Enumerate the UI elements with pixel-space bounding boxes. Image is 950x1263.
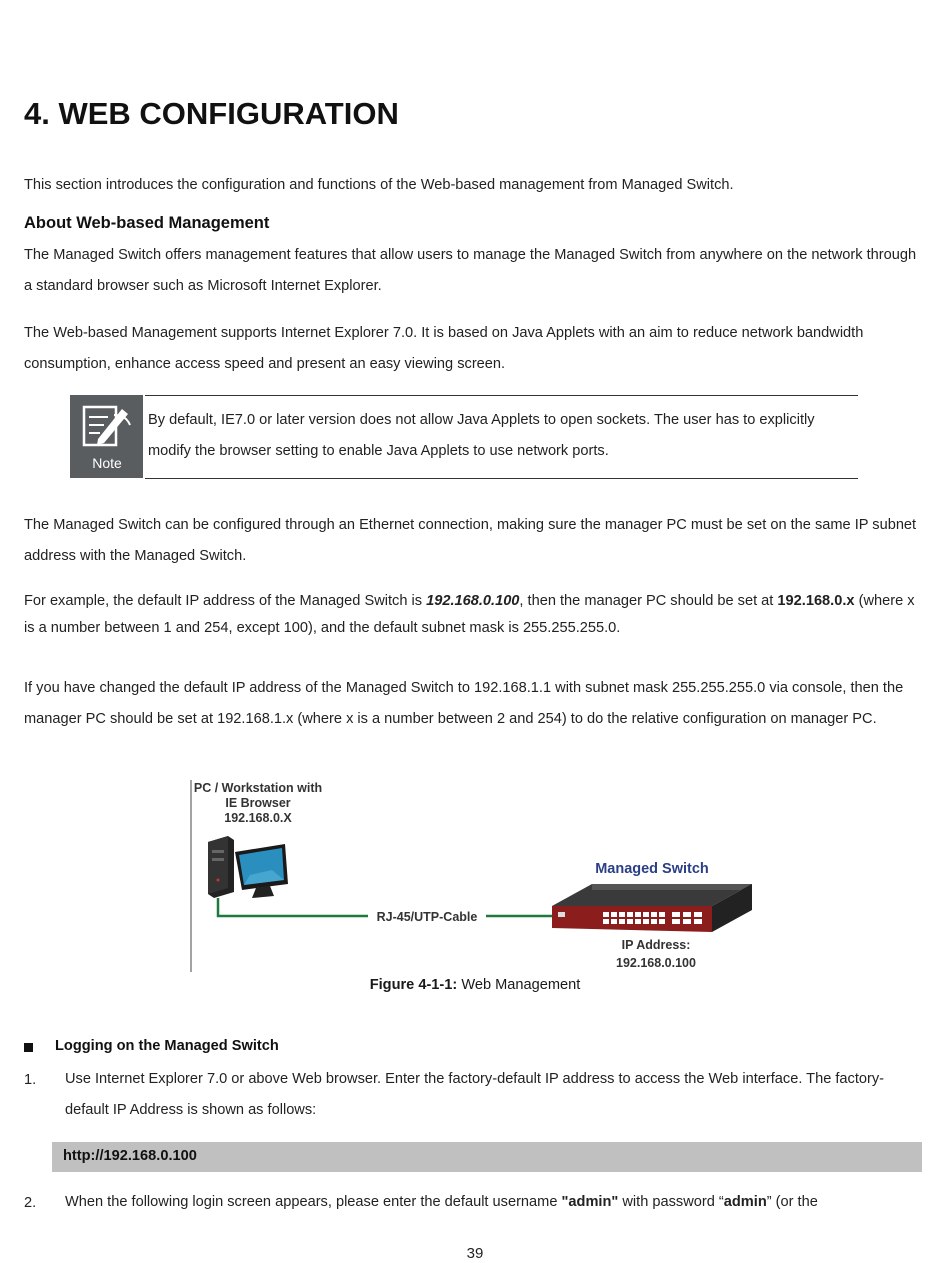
note-icon-label: Note: [92, 455, 122, 471]
step2-text: [65, 1187, 925, 1218]
pc-label-line2: IE Browser: [225, 796, 291, 810]
paragraph-browser-support: The Web-based Management supports Internet Explorer 7.0. It is based on Java Applets with an aim to reduce network bandwidth consumption, enhance access speed and present an easy viewing screen.: [24, 325, 864, 372]
step2-text-b: with password “: [618, 1194, 724, 1210]
paragraph-ethernet: The Managed Switch can be configured through an Ethernet connection, making sure the manager PC must be set on the same IP subnet address with the Managed Switch.: [24, 517, 917, 564]
default-url: http://192.168.0.100: [63, 1148, 197, 1164]
cable-label: RJ-45/UTP-Cable: [376, 910, 478, 924]
logging-section-title: Logging on the Managed Switch: [55, 1038, 279, 1054]
section-title: About Web-based Management: [24, 214, 270, 232]
page-heading: 4. WEB CONFIGURATION: [24, 96, 399, 131]
pc-label-line3: 192.168.0.X: [224, 811, 292, 825]
step1-text: Use Internet Explorer 7.0 or above Web browser. Enter the factory-default IP address to access the Web interface. The factory-default IP Address is shown as follows:: [65, 1071, 885, 1118]
intro-paragraph: This section introduces the configuration and functions of the Web-based management from Managed Switch.: [24, 177, 734, 193]
pc-ip: 192.168.0.x: [777, 593, 855, 609]
figure-caption-text: Web Management: [457, 977, 581, 993]
figure-caption-number: Figure 4-1-1:: [369, 977, 458, 993]
default-password: admin: [723, 1194, 767, 1210]
pc-tower-icon: [208, 836, 234, 898]
page-number: 39: [466, 1245, 484, 1262]
monitor-icon: [235, 844, 288, 898]
note-text: By default, IE7.0 or later version does not allow Java Applets to open sockets. The user has to explicitly modify the browser setting to enable Java Applets to use network ports.: [148, 412, 815, 459]
step1-number: 1.: [24, 1072, 37, 1088]
note-top-rule: [145, 395, 858, 396]
paragraph-changed-ip: If you have changed the default IP address of the Managed Switch to 192.168.1.1 with subnet mask 255.255.255.0 via console, then the manager PC should be set at 192.168.1.x (where x is a number between 2 and 254) to do the relative configuration on manager PC.: [24, 680, 904, 727]
step2-text-c: ” (or the: [766, 1194, 818, 1210]
note-bottom-rule: [145, 478, 858, 479]
cable-line-left: [218, 898, 368, 916]
managed-switch-icon: [552, 884, 752, 932]
switch-ip-label-line1: IP Address:: [621, 938, 691, 952]
note-icon: [70, 395, 143, 478]
step2-text-a: When the following login screen appears, please enter the default username: [65, 1194, 562, 1210]
example-text-a: For example, the default IP address of the Managed Switch is: [24, 593, 427, 609]
example-text-b: , then the manager PC should be set at: [519, 593, 778, 609]
paragraph-overview: The Managed Switch offers management features that allow users to manage the Managed Switch from anywhere on the network through a standard browser such as Microsoft Internet Explorer.: [24, 247, 917, 294]
default-username: "admin": [561, 1194, 619, 1210]
step2-number: 2.: [24, 1195, 37, 1211]
bullet-square-icon: [24, 1043, 33, 1052]
switch-default-ip: 192.168.0.100: [426, 593, 520, 609]
paragraph-example: [24, 588, 924, 642]
switch-label: Managed Switch: [595, 861, 709, 877]
example-text-c: (where x is a number between 1 and 254, except 100), and the default subnet mask is 255.255.255.0.: [24, 593, 915, 636]
switch-ip-label-line2: 192.168.0.100: [616, 956, 696, 970]
pc-label-line1: PC / Workstation with: [193, 781, 323, 795]
figure-caption: [0, 977, 950, 993]
web-management-figure: [190, 780, 760, 975]
